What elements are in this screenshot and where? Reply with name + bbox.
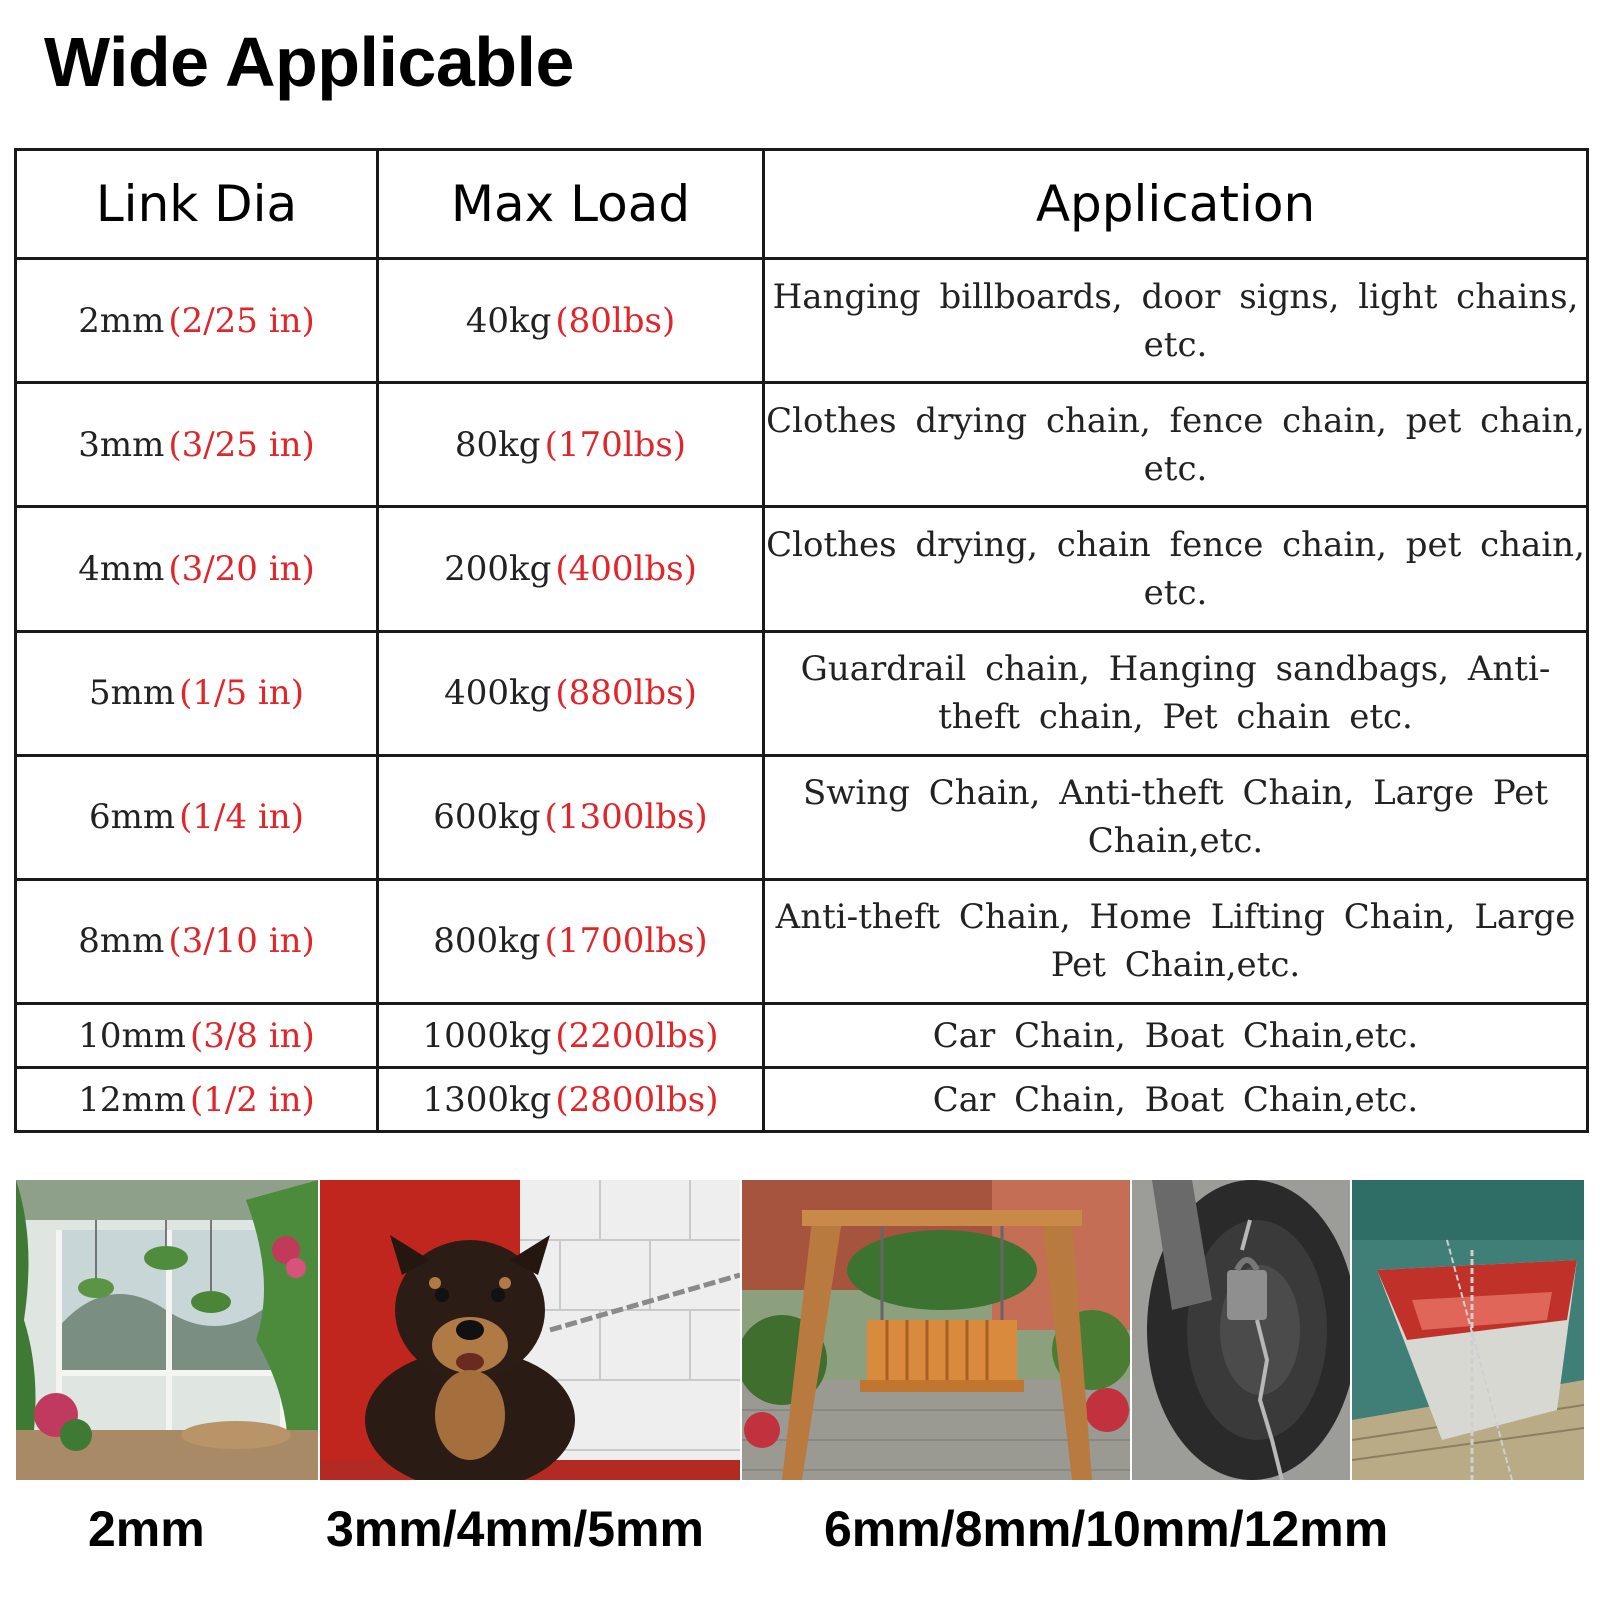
dia-metric: 3mm: [78, 424, 165, 465]
chained-boat-photo: [1352, 1180, 1584, 1480]
table-row: [16, 259, 1588, 383]
dia-imperial: (3/20 in): [168, 548, 315, 589]
swing-illustration: [742, 1180, 1130, 1480]
link-dia-cell: [16, 507, 378, 631]
dia-imperial: (3/10 in): [168, 921, 315, 962]
table-row: [16, 1068, 1588, 1132]
dia-metric: 5mm: [89, 673, 176, 714]
application-cell: Clothes drying, chain fence chain, pet chain, etc.: [764, 507, 1588, 631]
link-dia-cell: [16, 1068, 378, 1132]
table-row: [16, 383, 1588, 507]
page-title: Wide Applicable: [44, 23, 574, 101]
load-imperial: (170lbs): [544, 424, 687, 465]
dia-metric: 2mm: [78, 300, 165, 341]
load-imperial: (1700lbs): [544, 921, 708, 962]
load-metric: 400kg: [444, 673, 552, 714]
load-imperial: (880lbs): [555, 673, 697, 714]
application-cell: Clothes drying chain, fence chain, pet chain, etc.: [764, 383, 1588, 507]
load-imperial: (80lbs): [555, 300, 676, 341]
table-header-row: [16, 150, 1588, 259]
header-link-dia: Link Dia: [16, 150, 378, 259]
link-dia-cell: [16, 1004, 378, 1068]
dog-illustration: [320, 1180, 740, 1480]
dia-imperial: (2/25 in): [168, 300, 315, 341]
tire-illustration: [1132, 1180, 1350, 1480]
table-row: [16, 1004, 1588, 1068]
load-imperial: (400lbs): [555, 548, 697, 589]
application-cell: Guardrail chain, Hanging sandbags, Anti-theft chain, Pet chain etc.: [764, 631, 1588, 755]
table-row: [16, 879, 1588, 1003]
boat-illustration: [1352, 1180, 1584, 1480]
application-cell: Swing Chain, Anti-theft Chain, Large Pet Chain,etc.: [764, 755, 1588, 879]
link-dia-cell: [16, 879, 378, 1003]
dia-imperial: (1/5 in): [179, 673, 304, 714]
dia-imperial: (3/8 in): [189, 1015, 315, 1056]
link-dia-cell: [16, 383, 378, 507]
table-row: [16, 507, 1588, 631]
sunroom-hanging-planters-photo: [16, 1180, 318, 1480]
load-imperial: (2200lbs): [555, 1015, 719, 1056]
table-row: [16, 631, 1588, 755]
max-load-cell: [378, 755, 764, 879]
max-load-cell: [378, 383, 764, 507]
max-load-cell: [378, 631, 764, 755]
dia-metric: 6mm: [89, 797, 176, 838]
sunroom-illustration: [16, 1180, 318, 1480]
photo-strip: [0, 1180, 1600, 1480]
caption-6-8-10-12mm: 6mm/8mm/10mm/12mm: [824, 1501, 1389, 1557]
load-imperial: (1300lbs): [544, 797, 708, 838]
header-application: Application: [764, 150, 1588, 259]
dia-metric: 4mm: [78, 548, 165, 589]
application-cell: Car Chain, Boat Chain,etc.: [764, 1004, 1588, 1068]
max-load-cell: [378, 507, 764, 631]
max-load-cell: [378, 879, 764, 1003]
tire-lock-chain-photo: [1132, 1180, 1350, 1480]
dia-metric: 8mm: [78, 921, 165, 962]
garden-swing-photo: [742, 1180, 1130, 1480]
load-metric: 600kg: [433, 797, 541, 838]
load-imperial: (2800lbs): [555, 1079, 719, 1120]
spec-table: [14, 148, 1589, 1133]
load-metric: 200kg: [444, 548, 552, 589]
application-cell: Hanging billboards, door signs, light chains, etc.: [764, 259, 1588, 383]
link-dia-cell: [16, 755, 378, 879]
max-load-cell: [378, 1004, 764, 1068]
load-metric: 800kg: [433, 921, 541, 962]
max-load-cell: [378, 259, 764, 383]
caption-2mm: 2mm: [88, 1501, 205, 1557]
dia-imperial: (1/4 in): [179, 797, 304, 838]
load-metric: 80kg: [454, 424, 541, 465]
link-dia-cell: [16, 631, 378, 755]
link-dia-cell: [16, 259, 378, 383]
header-max-load: Max Load: [378, 150, 764, 259]
load-metric: 1000kg: [422, 1015, 552, 1056]
dia-metric: 10mm: [78, 1015, 186, 1056]
dog-on-chain-photo: [320, 1180, 740, 1480]
dia-imperial: (1/2 in): [189, 1079, 315, 1120]
dia-metric: 12mm: [78, 1079, 186, 1120]
application-cell: Car Chain, Boat Chain,etc.: [764, 1068, 1588, 1132]
table-row: [16, 755, 1588, 879]
application-cell: Anti-theft Chain, Home Lifting Chain, Large Pet Chain,etc.: [764, 879, 1588, 1003]
max-load-cell: [378, 1068, 764, 1132]
load-metric: 40kg: [465, 300, 552, 341]
caption-3-4-5mm: 3mm/4mm/5mm: [326, 1501, 704, 1557]
dia-imperial: (3/25 in): [168, 424, 315, 465]
load-metric: 1300kg: [422, 1079, 552, 1120]
